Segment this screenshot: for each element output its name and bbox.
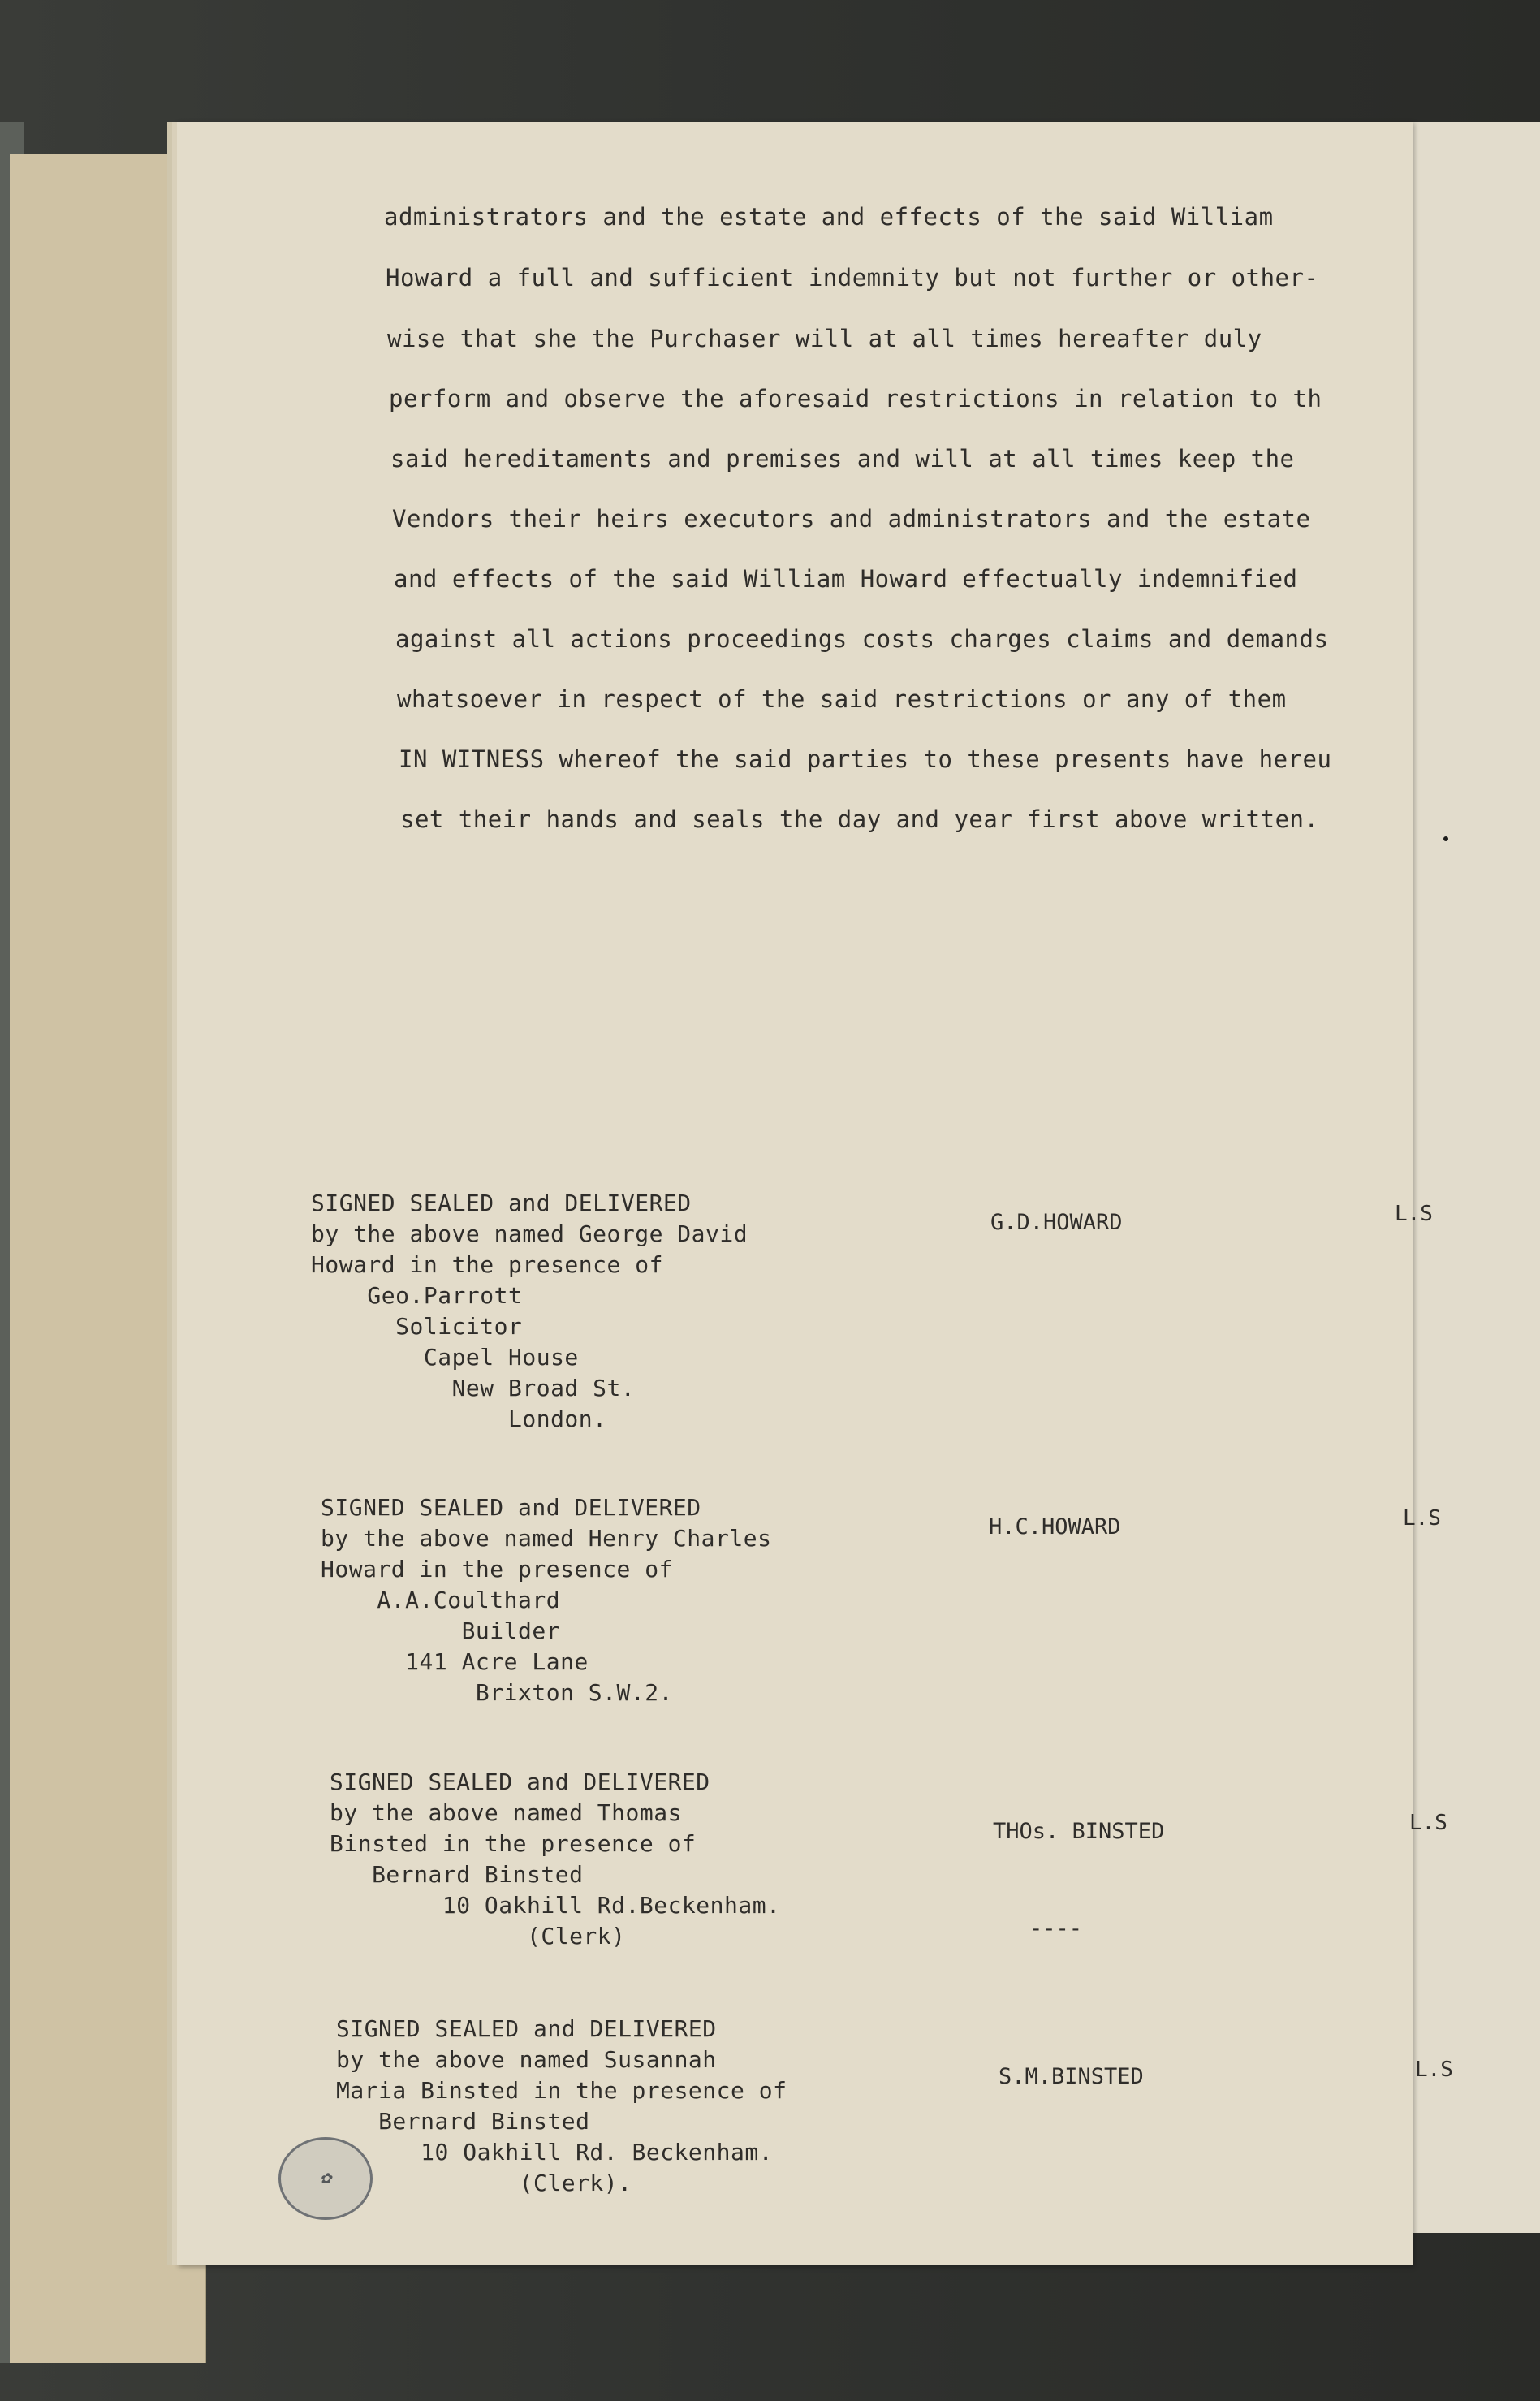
attestation-line: Howard in the presence of (321, 1556, 673, 1583)
attestation-line: SIGNED SEALED and DELIVERED (330, 1768, 710, 1795)
locus-sigilli: L.S (1403, 1506, 1441, 1531)
witness-occupation: (Clerk). (336, 2170, 632, 2196)
witness-address: 10 Oakhill Rd. Beckenham. (336, 2139, 774, 2166)
witness-name: Geo.Parrott (311, 1282, 523, 1309)
body-line: against all actions proceedings costs charges claims and demands (395, 625, 1329, 653)
witness-occupation: Solicitor (311, 1313, 523, 1340)
attestation-line: SIGNED SEALED and DELIVERED (321, 1494, 701, 1521)
attestation-line: SIGNED SEALED and DELIVERED (311, 1190, 692, 1216)
witness-address: 10 Oakhill Rd.Beckenham. (330, 1892, 781, 1919)
witness-address: Brixton S.W.2. (321, 1679, 673, 1706)
witness-occupation: (Clerk) (330, 1923, 626, 1950)
attestation-line: Maria Binsted in the presence of (336, 2077, 787, 2104)
facing-page-edge (1413, 122, 1540, 2233)
signatory-name: S.M.BINSTED (999, 2064, 1144, 2089)
witness-address: Capel House (311, 1344, 579, 1371)
embossed-stamp-icon: ✿ (278, 2137, 373, 2220)
attestation-line: by the above named Henry Charles (321, 1525, 772, 1552)
attestation-line: Binsted in the presence of (330, 1830, 697, 1857)
attestation-line: Howard in the presence of (311, 1251, 663, 1278)
witness-name: Bernard Binsted (330, 1861, 584, 1888)
body-line: whatsoever in respect of the said restrictions or any of them (397, 685, 1287, 713)
attestation-line: by the above named George David (311, 1220, 748, 1247)
body-line: administrators and the estate and effects of the said William (384, 203, 1274, 231)
attestation-line: by the above named Thomas (330, 1799, 682, 1826)
attestation-line: SIGNED SEALED and DELIVERED (336, 2015, 717, 2042)
signatory-name: THOs. BINSTED (993, 1819, 1165, 1844)
body-line: said hereditaments and premises and will at all times keep the (390, 445, 1295, 473)
witness-name: A.A.Coulthard (321, 1587, 561, 1613)
signature-dash: ---- (1029, 1916, 1083, 1941)
witness-address: New Broad St. (311, 1375, 636, 1401)
locus-sigilli: L.S (1395, 1202, 1433, 1226)
witness-name: Bernard Binsted (336, 2108, 590, 2135)
signatory-name: G.D.HOWARD (990, 1210, 1123, 1235)
body-line: set their hands and seals the day and year first above written. (400, 805, 1319, 833)
ink-dot (1443, 836, 1448, 841)
attestation-line: by the above named Susannah (336, 2046, 717, 2073)
witness-line: IN WITNESS whereof the said parties to these presents have hereu (399, 745, 1332, 773)
locus-sigilli: L.S (1415, 2058, 1453, 2082)
body-line: Howard a full and sufficient indemnity but not further or other- (386, 264, 1319, 291)
document-page (177, 122, 1453, 2265)
body-line: and effects of the said William Howard effectually indemnified (394, 565, 1298, 593)
body-line: Vendors their heirs executors and administrators and the estate (392, 505, 1311, 533)
body-line: perform and observe the aforesaid restrictions in relation to th (389, 385, 1322, 412)
witness-address: London. (311, 1406, 607, 1432)
locus-sigilli: L.S (1409, 1811, 1447, 1835)
signatory-name: H.C.HOWARD (989, 1514, 1121, 1539)
witness-address: 141 Acre Lane (321, 1648, 589, 1675)
witness-occupation: Builder (321, 1617, 561, 1644)
body-line: wise that she the Purchaser will at all times hereafter duly (387, 325, 1262, 352)
